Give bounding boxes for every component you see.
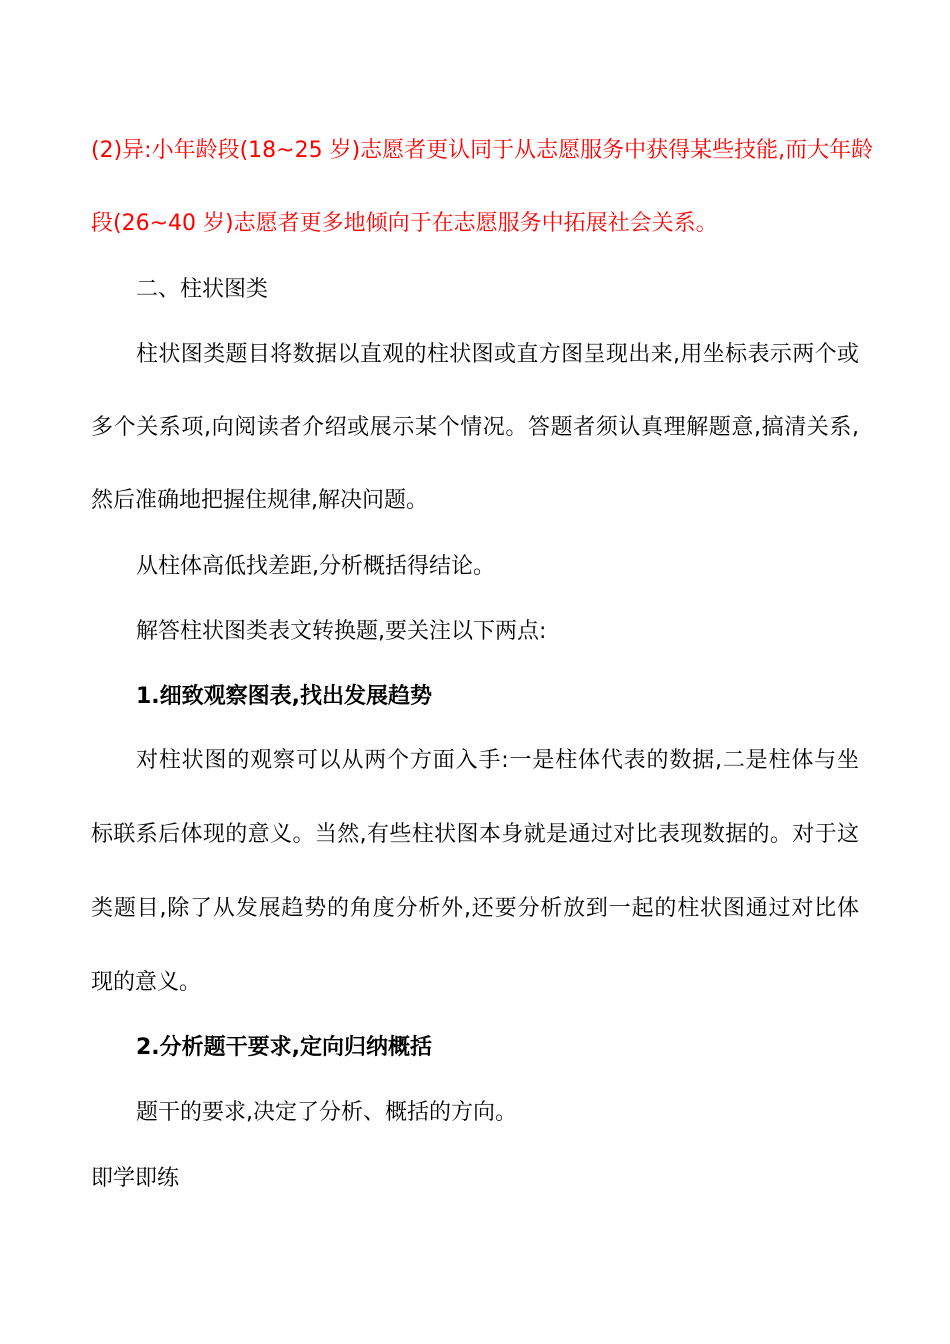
practice-label: 即学即练	[91, 1166, 180, 1191]
red-paragraph-line-1: (2)异:小年龄段(18~25 岁)志愿者更认同于从志愿服务中获得某些技能,而大年龄	[91, 138, 874, 163]
intro-line-3: 然后准确地把握住规律,解决问题。	[91, 488, 428, 513]
attention-line: 解答柱状图类表文转换题,要关注以下两点:	[136, 619, 547, 644]
intro-line-2: 多个关系项,向阅读者介绍或展示某个情况。答题者须认真理解题意,搞清关系,	[91, 415, 859, 440]
point-2-heading: 2.分析题干要求,定向归纳概括	[136, 1035, 433, 1060]
intro-line-1: 柱状图类题目将数据以直观的柱状图或直方图呈现出来,用坐标表示两个或	[136, 342, 859, 367]
point-1-line-2: 标联系后体现的意义。当然,有些柱状图本身就是通过对比表现数据的。对于这	[91, 822, 859, 847]
section-title: 二、柱状图类	[136, 277, 269, 302]
method-line: 从柱体高低找差距,分析概括得结论。	[136, 554, 495, 579]
point-1-line-1: 对柱状图的观察可以从两个方面入手:一是柱体代表的数据,二是柱体与坐	[136, 748, 859, 773]
point-1-line-3: 类题目,除了从发展趋势的角度分析外,还要分析放到一起的柱状图通过对比体	[91, 896, 859, 921]
red-paragraph-line-2: 段(26~40 岁)志愿者更多地倾向于在志愿服务中拓展社会关系。	[91, 211, 718, 236]
point-1-heading: 1.细致观察图表,找出发展趋势	[136, 684, 433, 709]
point-1-line-4: 现的意义。	[91, 970, 202, 995]
point-2-line-1: 题干的要求,决定了分析、概括的方向。	[136, 1100, 517, 1125]
